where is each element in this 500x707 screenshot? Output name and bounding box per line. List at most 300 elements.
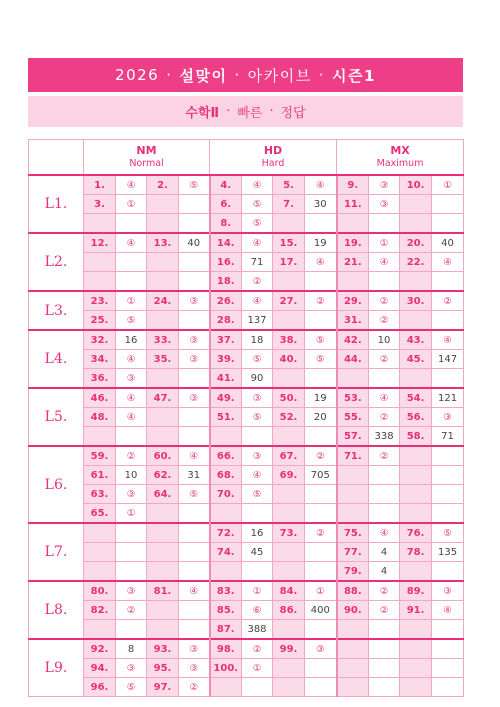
question-number: 92.: [84, 639, 116, 659]
answer-value: ①: [116, 504, 147, 524]
question-number: [210, 427, 242, 447]
answer-value: 147: [432, 350, 464, 369]
answer-value: [242, 504, 273, 524]
question-number: 17.: [273, 253, 305, 272]
question-number: 50.: [273, 388, 305, 408]
answer-value: ③: [305, 639, 337, 659]
answer-value: 10: [116, 466, 147, 485]
question-number: [337, 620, 369, 640]
question-number: 58.: [400, 427, 432, 447]
table-row: [29, 504, 464, 524]
answer-value: ④: [116, 408, 147, 427]
answer-value: ③: [179, 388, 210, 408]
question-number: 80.: [84, 581, 116, 601]
group-header-hd: [210, 140, 337, 176]
banner-separator: ·: [318, 66, 326, 84]
answer-value: 16: [242, 523, 273, 543]
answer-value: 20: [305, 408, 337, 427]
answer-value: ④: [242, 291, 273, 311]
question-number: 9.: [337, 175, 369, 195]
answer-value: 71: [242, 253, 273, 272]
question-number: 40.: [273, 350, 305, 369]
answer-value: 40: [432, 233, 464, 253]
answer-value: [179, 543, 210, 562]
answer-value: [305, 369, 337, 389]
question-number: 90.: [337, 601, 369, 620]
table-row: [29, 427, 464, 447]
answer-value: [116, 562, 147, 582]
level-label: L4.: [29, 330, 84, 388]
answer-value: ③: [179, 291, 210, 311]
question-number: 43.: [400, 330, 432, 350]
question-number: 53.: [337, 388, 369, 408]
answer-value: ①: [242, 659, 273, 678]
question-number: [84, 620, 116, 640]
question-number: 2.: [147, 175, 179, 195]
table-row: [29, 543, 464, 562]
answer-value: [305, 311, 337, 331]
question-number: [84, 272, 116, 292]
answer-value: [116, 214, 147, 234]
answer-value: [432, 369, 464, 389]
question-number: 98.: [210, 639, 242, 659]
table-row: [29, 330, 464, 350]
answer-value: [305, 620, 337, 640]
question-number: [273, 369, 305, 389]
answer-value: 18: [242, 330, 273, 350]
question-number: [147, 543, 179, 562]
fast-label: 빠른: [237, 106, 263, 121]
answer-value: [179, 427, 210, 447]
answer-value: 30: [305, 195, 337, 214]
answer-value: ⑤: [116, 678, 147, 697]
answer-value: [305, 678, 337, 697]
question-number: [147, 601, 179, 620]
answer-value: [369, 639, 400, 659]
answer-value: ④: [369, 388, 400, 408]
answer-value: ④: [432, 253, 464, 272]
answer-value: ④: [242, 233, 273, 253]
question-number: 61.: [84, 466, 116, 485]
question-number: [337, 485, 369, 504]
question-number: 95.: [147, 659, 179, 678]
question-number: 10.: [400, 175, 432, 195]
answer-value: [242, 427, 273, 447]
question-number: 23.: [84, 291, 116, 311]
question-number: [273, 427, 305, 447]
table-row: [29, 388, 464, 408]
question-number: [337, 272, 369, 292]
answer-value: ①: [116, 291, 147, 311]
question-number: 67.: [273, 446, 305, 466]
table-row: [29, 485, 464, 504]
answer-value: [305, 214, 337, 234]
question-number: 48.: [84, 408, 116, 427]
question-number: [273, 272, 305, 292]
question-number: 27.: [273, 291, 305, 311]
question-number: [337, 659, 369, 678]
answer-value: [179, 562, 210, 582]
answer-value: ⑤: [242, 350, 273, 369]
question-number: 59.: [84, 446, 116, 466]
group-name: HD: [263, 144, 283, 157]
answer-value: ③: [179, 659, 210, 678]
level-label: L9.: [29, 639, 84, 697]
level-label: L1.: [29, 175, 84, 233]
answer-value: 137: [242, 311, 273, 331]
question-number: [147, 620, 179, 640]
group-header-row: [29, 140, 464, 176]
answer-value: [305, 659, 337, 678]
question-number: [400, 272, 432, 292]
answer-value: ②: [369, 446, 400, 466]
answer-value: ④: [179, 581, 210, 601]
question-number: 49.: [210, 388, 242, 408]
group-header-nm: [84, 140, 210, 176]
question-number: 54.: [400, 388, 432, 408]
answer-value: ①: [116, 195, 147, 214]
answer-value: 71: [432, 427, 464, 447]
question-number: 14.: [210, 233, 242, 253]
answer-value: [305, 543, 337, 562]
answer-value: ②: [369, 408, 400, 427]
question-number: [210, 562, 242, 582]
answer-value: [369, 504, 400, 524]
banner-year: 2026: [115, 66, 160, 84]
answer-value: [432, 504, 464, 524]
question-number: 64.: [147, 485, 179, 504]
question-number: [337, 369, 369, 389]
answer-value: [179, 620, 210, 640]
question-number: [273, 311, 305, 331]
answer-value: 388: [242, 620, 273, 640]
question-number: 83.: [210, 581, 242, 601]
answer-value: ④: [369, 523, 400, 543]
answer-value: ③: [432, 581, 464, 601]
question-number: 45.: [400, 350, 432, 369]
answer-value: [369, 272, 400, 292]
question-number: 39.: [210, 350, 242, 369]
question-number: [400, 195, 432, 214]
question-number: 32.: [84, 330, 116, 350]
answer-value: 400: [305, 601, 337, 620]
answer-value: ②: [305, 446, 337, 466]
question-number: [400, 620, 432, 640]
answer-value: 121: [432, 388, 464, 408]
answer-value: [116, 620, 147, 640]
question-number: 73.: [273, 523, 305, 543]
answer-value: ④: [116, 388, 147, 408]
answer-value: ③: [432, 408, 464, 427]
question-number: 86.: [273, 601, 305, 620]
question-number: [273, 214, 305, 234]
level-label: L5.: [29, 388, 84, 446]
answer-value: ③: [179, 639, 210, 659]
answer-value: ⑤: [242, 195, 273, 214]
answer-value: ②: [179, 678, 210, 697]
question-number: 56.: [400, 408, 432, 427]
question-number: 1.: [84, 175, 116, 195]
question-number: 42.: [337, 330, 369, 350]
question-number: 15.: [273, 233, 305, 253]
title-banner: [28, 58, 463, 92]
answer-value: ④: [432, 330, 464, 350]
question-number: 24.: [147, 291, 179, 311]
question-number: 3.: [84, 195, 116, 214]
question-number: [273, 504, 305, 524]
question-number: [210, 678, 242, 697]
table-row: [29, 195, 464, 214]
question-number: 63.: [84, 485, 116, 504]
question-number: 52.: [273, 408, 305, 427]
answer-value: ③: [116, 581, 147, 601]
answer-value: [179, 195, 210, 214]
answer-value: ③: [369, 175, 400, 195]
answer-value: ④: [369, 253, 400, 272]
answer-value: ③: [242, 388, 273, 408]
answer-value: 135: [432, 543, 464, 562]
answer-value: ③: [116, 659, 147, 678]
table-row: [29, 253, 464, 272]
question-number: 75.: [337, 523, 369, 543]
answer-value: [179, 214, 210, 234]
question-number: 68.: [210, 466, 242, 485]
question-number: 55.: [337, 408, 369, 427]
answer-value: ⑤: [432, 523, 464, 543]
question-number: [273, 678, 305, 697]
answer-table: [28, 139, 464, 697]
subject-label: 수학Ⅱ: [185, 106, 220, 121]
answer-value: ⑥: [242, 601, 273, 620]
question-number: 77.: [337, 543, 369, 562]
question-number: 28.: [210, 311, 242, 331]
answer-value: ②: [305, 523, 337, 543]
banner-separator: ·: [166, 66, 173, 84]
answer-value: ①: [305, 581, 337, 601]
group-name: NM: [136, 144, 157, 157]
table-row: [29, 601, 464, 620]
answer-value: [369, 466, 400, 485]
answer-value: ④: [242, 466, 273, 485]
question-number: 11.: [337, 195, 369, 214]
answer-value: ④: [305, 253, 337, 272]
table-row: [29, 369, 464, 389]
answer-value: ①: [369, 233, 400, 253]
answer-value: ③: [116, 369, 147, 389]
answer-value: ②: [116, 446, 147, 466]
table-row: [29, 562, 464, 582]
answer-value: ⑤: [116, 311, 147, 331]
answer-value: ③: [242, 446, 273, 466]
question-number: [400, 466, 432, 485]
banner-brand: 설맞이: [179, 66, 228, 85]
answer-value: ②: [432, 291, 464, 311]
question-number: 100.: [210, 659, 242, 678]
answer-value: ②: [242, 272, 273, 292]
answer-value: ②: [369, 581, 400, 601]
answer-value: [432, 446, 464, 466]
question-number: 18.: [210, 272, 242, 292]
question-number: [84, 427, 116, 447]
answer-value: 31: [179, 466, 210, 485]
question-number: 16.: [210, 253, 242, 272]
answer-value: [116, 272, 147, 292]
question-number: [147, 195, 179, 214]
question-number: [400, 504, 432, 524]
group-subtitle: Maximum: [376, 158, 424, 169]
answer-value: ②: [116, 601, 147, 620]
answer-value: 705: [305, 466, 337, 485]
answer-value: 16: [116, 330, 147, 350]
subtitle-banner: [28, 96, 463, 127]
question-number: [400, 311, 432, 331]
answer-value: ⑤: [242, 214, 273, 234]
question-number: 88.: [337, 581, 369, 601]
answer-value: 338: [369, 427, 400, 447]
question-number: 8.: [210, 214, 242, 234]
question-number: [337, 639, 369, 659]
answer-value: [432, 485, 464, 504]
question-number: [84, 562, 116, 582]
question-number: 70.: [210, 485, 242, 504]
level-label: L8.: [29, 581, 84, 639]
question-number: [400, 659, 432, 678]
answer-value: ④: [116, 233, 147, 253]
answer-value: [242, 678, 273, 697]
answer-value: [369, 659, 400, 678]
answer-value: ④: [179, 446, 210, 466]
question-number: [273, 620, 305, 640]
question-number: 65.: [84, 504, 116, 524]
answer-value: 90: [242, 369, 273, 389]
question-number: 79.: [337, 562, 369, 582]
question-number: [147, 311, 179, 331]
answer-value: [179, 272, 210, 292]
question-number: [147, 427, 179, 447]
level-label: L3.: [29, 291, 84, 330]
question-number: 51.: [210, 408, 242, 427]
question-number: 38.: [273, 330, 305, 350]
answer-value: [305, 562, 337, 582]
answer-value: 4: [369, 562, 400, 582]
question-number: 46.: [84, 388, 116, 408]
answer-value: 45: [242, 543, 273, 562]
question-number: 87.: [210, 620, 242, 640]
answer-value: [369, 678, 400, 697]
table-row: [29, 233, 464, 253]
answer-value: [432, 639, 464, 659]
answer-value: [179, 523, 210, 543]
question-number: 26.: [210, 291, 242, 311]
question-number: [273, 485, 305, 504]
answer-value: [305, 427, 337, 447]
question-number: 37.: [210, 330, 242, 350]
question-number: [210, 504, 242, 524]
question-number: 29.: [337, 291, 369, 311]
answer-value: [179, 601, 210, 620]
question-number: 66.: [210, 446, 242, 466]
answer-value: ⑤: [179, 175, 210, 195]
question-number: 82.: [84, 601, 116, 620]
answer-value: [242, 562, 273, 582]
question-number: 78.: [400, 543, 432, 562]
table-row: [29, 678, 464, 697]
table-row: [29, 466, 464, 485]
banner-archive: 아카이브: [247, 66, 312, 85]
question-number: [273, 659, 305, 678]
question-number: 81.: [147, 581, 179, 601]
answer-value: 8: [116, 639, 147, 659]
answer-value: ③: [369, 195, 400, 214]
answer-value: ③: [179, 330, 210, 350]
question-number: 12.: [84, 233, 116, 253]
answer-value: ②: [305, 291, 337, 311]
question-number: 84.: [273, 581, 305, 601]
answer-value: [179, 504, 210, 524]
table-row: [29, 523, 464, 543]
question-number: 35.: [147, 350, 179, 369]
answer-value: ②: [369, 601, 400, 620]
question-number: [147, 214, 179, 234]
question-number: 30.: [400, 291, 432, 311]
question-number: 13.: [147, 233, 179, 253]
answer-value: [305, 485, 337, 504]
answer-value: [116, 523, 147, 543]
question-number: 33.: [147, 330, 179, 350]
banner-season: 시즌1: [332, 66, 376, 85]
subtitle-separator: ·: [269, 104, 274, 119]
table-row: [29, 175, 464, 195]
question-number: [84, 214, 116, 234]
answer-value: ②: [369, 291, 400, 311]
answer-value: ①: [242, 581, 273, 601]
answer-value: [305, 504, 337, 524]
question-number: 62.: [147, 466, 179, 485]
question-number: 71.: [337, 446, 369, 466]
table-row: [29, 446, 464, 466]
question-number: 19.: [337, 233, 369, 253]
level-label: L7.: [29, 523, 84, 581]
question-number: 47.: [147, 388, 179, 408]
question-number: 96.: [84, 678, 116, 697]
answer-value: [116, 253, 147, 272]
question-number: [400, 562, 432, 582]
answer-value: [369, 620, 400, 640]
question-number: [147, 272, 179, 292]
answer-value: ②: [369, 350, 400, 369]
table-row: [29, 639, 464, 659]
table-row: [29, 272, 464, 292]
answer-value: [432, 562, 464, 582]
answer-value: [179, 369, 210, 389]
question-number: [337, 466, 369, 485]
answer-value: ④: [116, 175, 147, 195]
answer-value: [432, 659, 464, 678]
question-number: [337, 504, 369, 524]
question-number: [400, 639, 432, 659]
answer-value: [432, 466, 464, 485]
answer-value: 10: [369, 330, 400, 350]
answer-value: 19: [305, 388, 337, 408]
question-number: [147, 408, 179, 427]
answer-value: 4: [369, 543, 400, 562]
question-number: 99.: [273, 639, 305, 659]
question-number: 57.: [337, 427, 369, 447]
question-number: [337, 214, 369, 234]
question-number: [84, 523, 116, 543]
group-subtitle: Normal: [129, 158, 164, 169]
question-number: [400, 678, 432, 697]
